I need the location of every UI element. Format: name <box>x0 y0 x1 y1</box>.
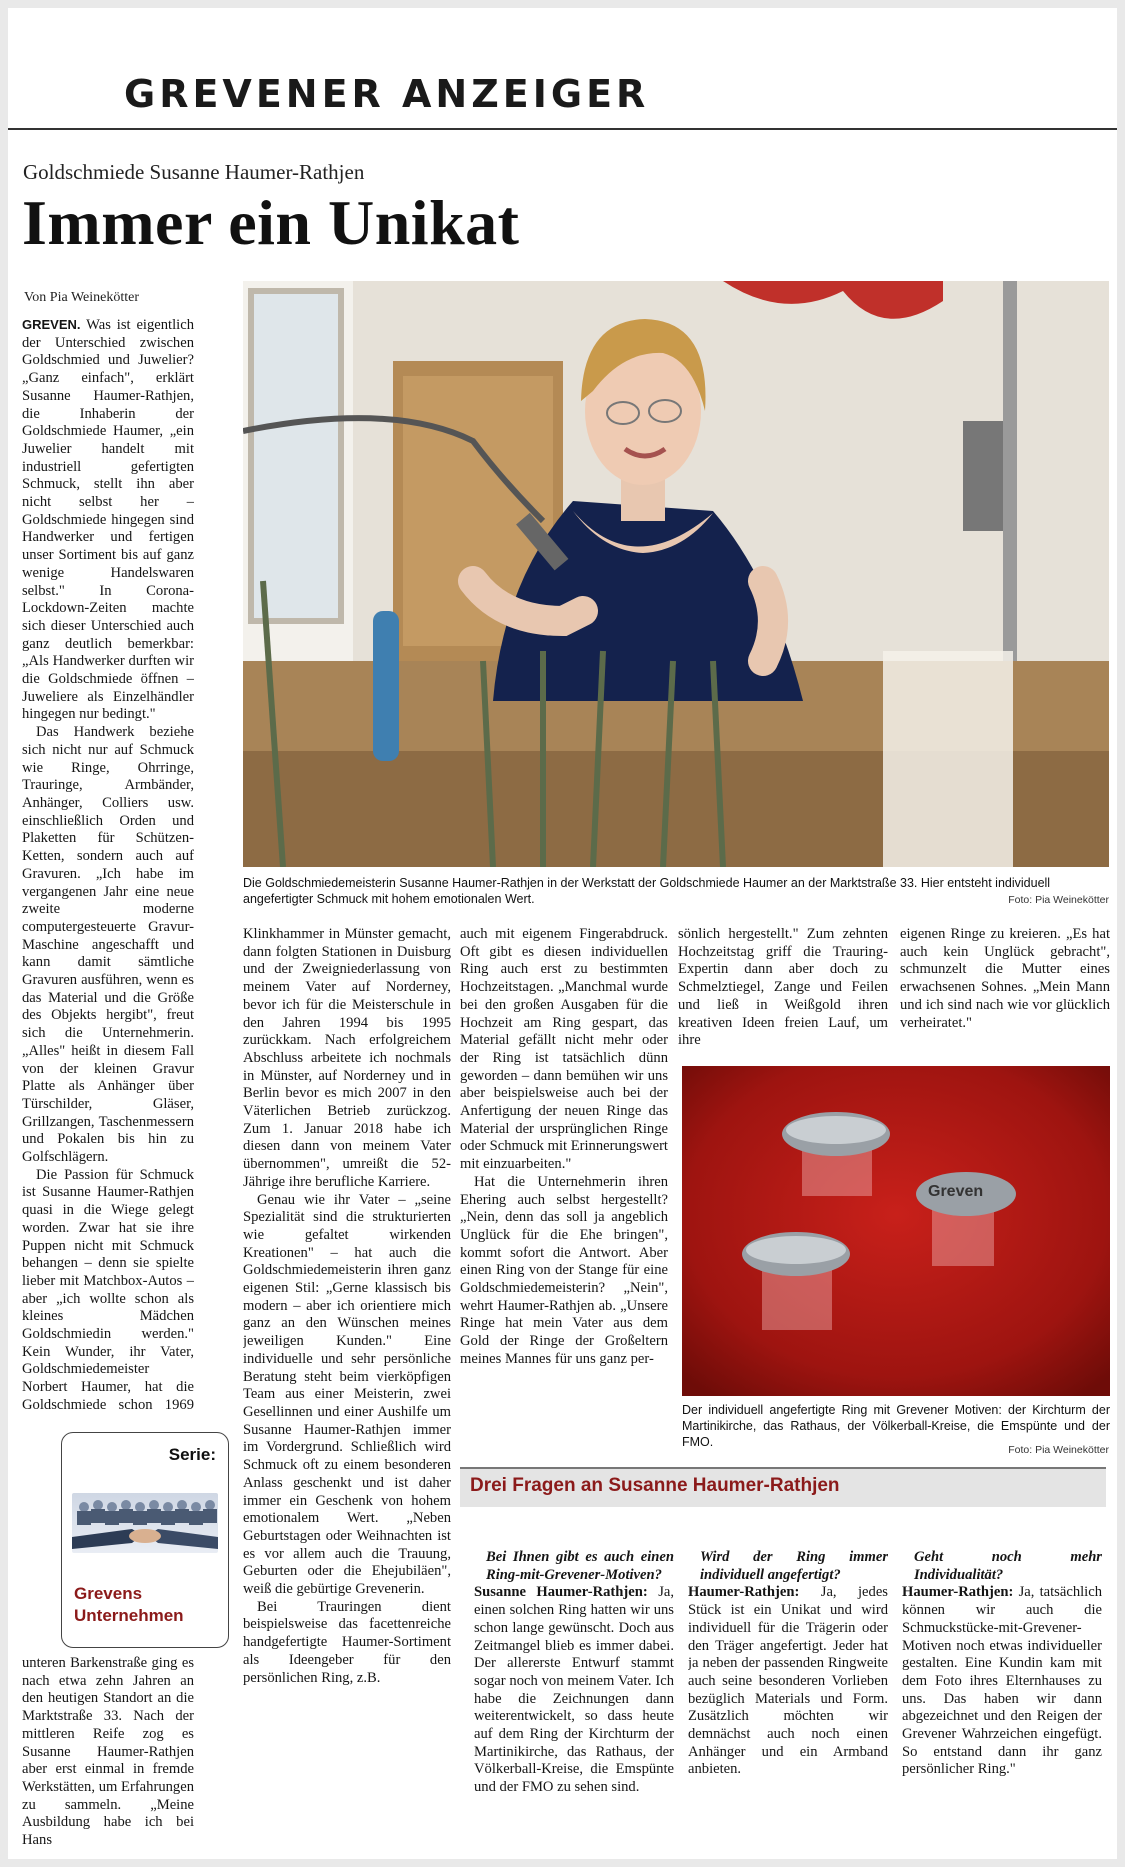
rings-photo-caption: Der individuell angefertigte Ring mit Grevener Motiven: der Kirchturm der Martinikirche, das Rathaus, der Völkerball-Kreise, die Emspünte und der FMO. <box>682 1403 1110 1449</box>
main-photo-caption: Die Goldschmiedemeisterin Susanne Haumer-Rathjen in der Werkstatt der Goldschmiede Haumer an der Marktstraße 33. Hier entsteht individuell angefertigter Schmuck mit hohem emotionalen Wert. <box>243 876 1051 906</box>
questions-box-title: Drei Fragen an Susanne Haumer-Rathjen <box>470 1475 840 1496</box>
answer: Haumer-Rathjen: Ja, jedes Stück ist ein Unikat und wird individuell für die Trägerin oder den Träger angefertigt. Jeder hat ja neben der passenden Ringweite auch seine besonderen Vorlieben bezüglich Materials und Form. Zusätzlich möchten wir demnächst auch noch einen Anhänger und ein Armband anbieten. <box>688 1584 888 1778</box>
byline: Von Pia Weinekötter <box>24 290 140 305</box>
paragraph: auch mit eigenem Fingerabdruck. Oft gibt es diesen individuellen Ring auch erst zu bestimmten Hochzeitstagen. „Manchmal wurde bei den großen Ausgaben für die Hochzeit am Ring gespart, das Material gefällt nicht mehr oder der Ring ist tatsächlich dünn geworden – dann bemühen wir uns aber beispielsweise auch bei der Anfertigung der neuen Ringe das Material der ursprünglichen Ringe oder Schmuck mit Erinnerungswert mit einzuarbeiten." <box>460 926 668 1173</box>
newspaper-name: GREVENER ANZEIGER <box>124 72 650 116</box>
paragraph: Bei Trauringen dient beispielsweise das facettenreiche handgefertigte Haumer-Sortiment als Ideengeber für den persönlichen Ring, z.B. <box>243 1598 451 1686</box>
question: Geht noch mehr Individualität? <box>914 1549 1102 1583</box>
rings-photo-credit: Foto: Pia Weinekötter <box>1008 1444 1109 1456</box>
paragraph: unteren Barkenstraße ging es nach etwa zehn Jahren an den heutigen Standort an die Marktstraße 33. Nach der mittleren Reife zog es Susanne Haumer-Rathjen aber erst einmal in fremde Werkstätten, um Erfahrungen zu sammeln. „Meine Ausbildung habe ich bei Hans <box>22 1655 194 1849</box>
paragraph: Die Passion für Schmuck ist Susanne Haumer-Rathjen quasi in die Wiege gelegt worden. Zwar hat sie ihre Puppen nicht mit Schmuck behangen – denn sie spielte lieber mit Matchbox-Autos – aber „ich wollte schon als kleines Mädchen Goldschmiedin werden." Kein Wunder, ihr Vater, Goldschmiedemeister Norbert Haumer, hat die Goldschmiede schon 1969 <box>22 1166 194 1413</box>
ring-engraving: Greven <box>928 1183 984 1200</box>
article-column-1 <box>22 316 194 1416</box>
paragraph: Genau wie ihr Vater – „seine Spezialität sind die strukturierten wie gefaltet wirkenden Kreationen" – hat auch die Goldschmiedemeisterin ihren ganz eigenen Stil: „Gerne klassisch bis modern – aber ich orientiere mich ganz an den Wünschen meines jeweiligen Kunden." Eine individuelle und sehr persönliche Beratung steht beim vierköpfigen Team aus einer Meisterin, zwei Gesellinnen und einer Aushilfe um Susanne Haumer-Rathjen immer im Vordergrund. Schließlich wird Schmuck oft zu einem besonderen Anlass geschenkt und ist daher immer ein Geschenk von hohem emotionalem Wert. „Neben Geburtstagen oder Weihnachten ist es vor allem auch die Trauung, Geburten oder die Ehejubiläen", weiß die gebürtige Grevenerin. <box>243 1191 451 1598</box>
paragraph: GREVEN. Was ist eigentlich der Unterschied zwischen Goldschmied und Juwelier? „Ganz einfach", erklärt Susanne Haumer-Rathjen, die Inhaberin der Goldschmiede Haumer, „ein Juwelier handelt mit industriell gefertigten Schmuck, stellt ihn aber nicht selbst her – Goldschmiede hingegen sind Handwerker und fertigen unser Sortiment bis auf ganz wenige Handelswaren selbst." In Corona-Lockdown-Zeiten machte sich dieser Unterschied auch ganz deutlich bemerkbar: „Als Handwerker durften wir die Goldschmiede öffnen – Juweliere als Einzelhändler hingegen nur bedingt." <box>22 317 194 723</box>
answer: Susanne Haumer-Rathjen: Ja, einen solchen Ring hatten wir uns schon lange gewünscht. Doch aus Zeitmangel blieb es immer dabei. Der allererste Entwurf stammt sogar noch von meinem Vater. Ich habe die Zeichnungen dann weiterentwickelt, so dass heute auf dem Ring der Kirchturm der Martinikirche, das Rathaus, der Völkerball-Kreise, die Emspünte und der FMO zu sehen sind. <box>474 1584 674 1796</box>
dateline: GREVEN. <box>22 317 81 332</box>
article-kicker: Goldschmiede Susanne Haumer-Rathjen <box>23 160 365 184</box>
series-label: Serie: <box>168 1445 216 1464</box>
questions-column-3 <box>902 1546 1102 1856</box>
article-column-4 <box>678 926 888 1066</box>
handshake-image <box>72 1493 218 1553</box>
main-photo-credit: Foto: Pia Weinekötter <box>1008 894 1109 906</box>
series-box <box>61 1432 229 1648</box>
masthead <box>8 60 1117 130</box>
paragraph: sönlich hergestellt." Zum zehnten Hochzeitstag griff die Trauring-Expertin dann aber doch zu Schmelztiegel, Zange und Feilen und ließ in Weißgold ihren kreativen Ideen freien Lauf, um ihre <box>678 926 888 1049</box>
questions-box-header <box>460 1467 1106 1507</box>
rings-photo <box>682 1066 1110 1396</box>
answer: Haumer-Rathjen: Ja, tatsächlich können wir auch die Schmuckstücke-mit-Grevener-Motiven noch etwas individueller gestalten. Eine Kundin kam mit dem Foto ihres Elternhauses zu uns. Das haben wir dann abgezeichnet und den Reigen der Grevener Wahrzeichen eingefügt. So entstand dann ihr ganz persönlicher Ring." <box>902 1584 1102 1778</box>
article-headline: Immer ein Unikat <box>22 187 520 258</box>
paragraph: Hat die Unternehmerin ihren Ehering auch selbst hergestellt? „Nein, denn das soll ja angeblich Unglück für die Ehe bringen", kommt sofort die Antwort. Aber einen Ring von der Stange für eine Goldschmiedemeisterin? „Nein", wehrt Haumer-Rathjen ab. „Unsere Ringe hat mein Vater aus dem Gold der Ringe der Großeltern meines Mannes für uns ganz per- <box>460 1173 668 1367</box>
article-column-1-continued <box>22 1655 194 1855</box>
article-column-2 <box>243 926 451 1854</box>
main-photo <box>243 281 1109 867</box>
article-column-3 <box>460 926 668 1456</box>
paragraph: eigenen Ringe zu kreieren. „Es hat auch kein Unglück gebracht", schmunzelt die Mutter eines erwachsenen Sohnes. „Mein Mann und ich sind nach wie vor glücklich verheiratet." <box>900 926 1110 1031</box>
questions-column-1 <box>474 1546 674 1856</box>
paragraph: Klinkhammer in Münster gemacht, dann folgten Stationen in Duisburg und der Zweigniederlassung von meinem Vater auf Norderney, bevor ich für die Meisterschule in den Jahren 1994 bis 1995 zurückkam. Nach erfolgreichem Abschluss arbeitete ich nochmals in Münster, auf Norderney und in Berlin bevor es mich 2007 in den Väterlichen Betrieb zurückzog. Zum 1. Januar 2018 habe ich diesen dann von meinem Vater übernommen", umreißt die 52-Jährige ihre berufliche Karriere. <box>243 926 451 1190</box>
question: Wird der Ring immer individuell angefertigt? <box>700 1549 888 1583</box>
paragraph: Das Handwerk beziehe sich nicht nur auf Schmuck wie Ringe, Ohrringe, Trauringe, Armbänder, Anhänger, Colliers usw. einschließlich Orden und Plaketten für Schützen-Ketten, sondern auch auf Gravuren. „Ich habe im vergangenen Jahr eine neue zweite moderne computergesteuerte Gravur-Maschine angeschafft und kann damit sämtliche Gravuren ausführen, wenn es das Material und die Größe des Objekts hergibt", freut sich die Unternehmerin. „Alles" heißt in diesem Fall von der kleinen Gravur Platte als Anhänger über Türschilder, Gläser, Grillzangen, Taschenmessern und Pokalen bis hin zu Golfschlägern. <box>22 724 194 1166</box>
question: Bei Ihnen gibt es auch einen Ring-mit-Grevener-Motiven? <box>486 1549 674 1583</box>
newspaper-page <box>8 8 1117 1859</box>
article-column-5 <box>900 926 1110 1066</box>
series-name: Grevens Unternehmen <box>74 1584 184 1625</box>
questions-column-2 <box>688 1546 888 1856</box>
